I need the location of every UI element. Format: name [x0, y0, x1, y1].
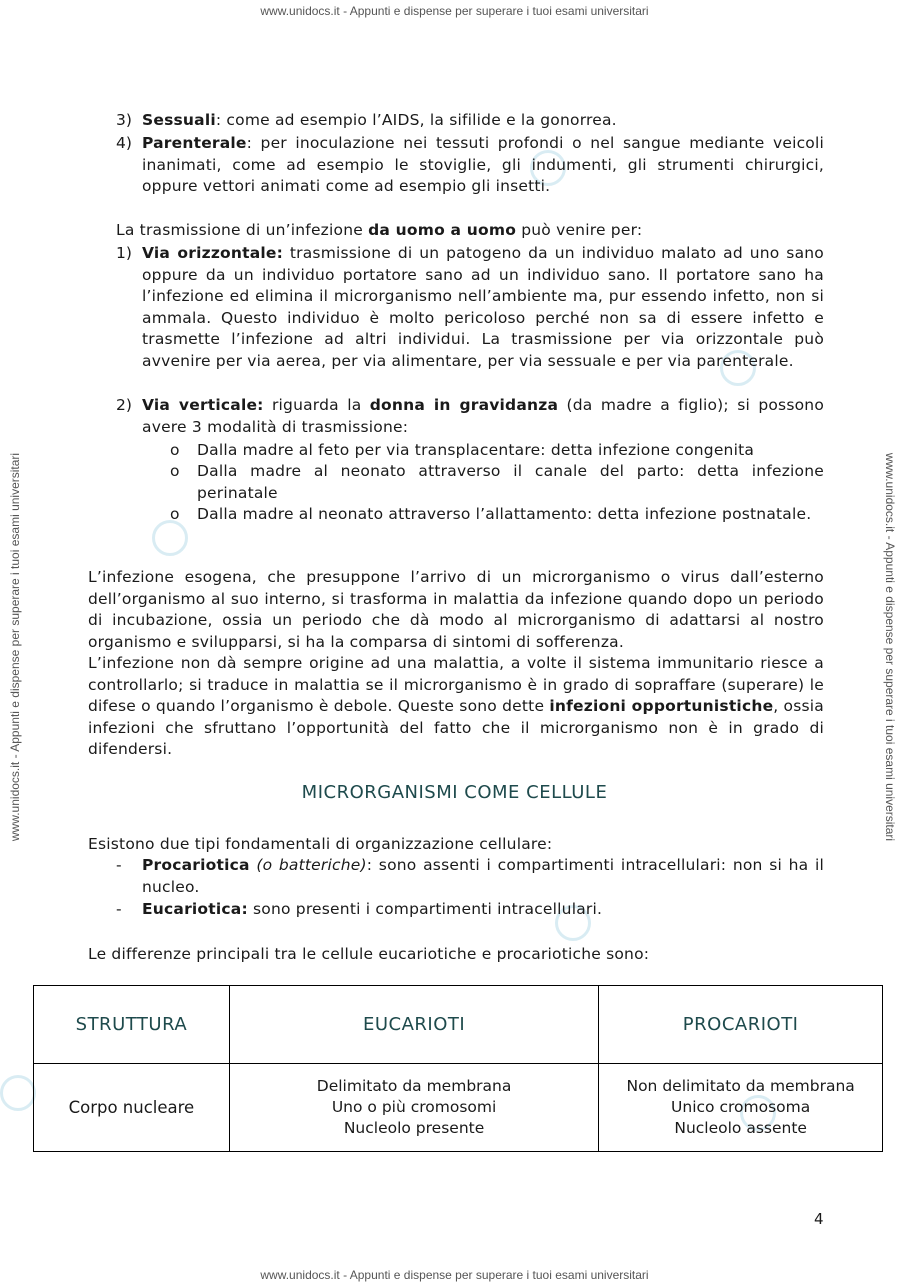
term: Via verticale:: [142, 396, 264, 414]
table-cell: [229, 1064, 598, 1152]
list-item-text: : per inoculazione nei tessuti profondi o nel sangue mediante veicoli inanimati, come ad esempio le stoviglie, gli indumenti, gli strumenti chirurgici, oppure vettori animati come ad esempio gli insetti.: [142, 134, 824, 195]
term: infezioni opportunistiche: [549, 697, 774, 715]
text: (da madre a figlio); si possono avere 3 modalità di trasmissione:: [142, 396, 824, 436]
term: da uomo a uomo: [368, 221, 517, 239]
italic-text: (o batteriche): [249, 856, 367, 874]
table-header: EUCARIOTI: [229, 986, 598, 1064]
text: , ossia infezioni che sfruttano l’opportunità del fatto che il microrganismo non è in grado di difendersi.: [88, 697, 824, 758]
paragraph: Le differenze principali tra le cellule eucariotiche e procariotiche sono:: [88, 945, 650, 963]
cell-line: Nucleolo presente: [343, 1119, 485, 1137]
sub-item: Dalla madre al neonato attraverso il canale del parto: detta infezione perinatale: [197, 462, 824, 502]
table-header: PROCARIOTI: [599, 986, 883, 1064]
list-number: 3): [116, 111, 132, 129]
term: Sessuali: [142, 111, 216, 129]
paragraph: [88, 653, 824, 761]
list-bullet: -: [116, 900, 122, 918]
term: Procariotica: [142, 856, 250, 874]
text: riguarda la: [263, 396, 370, 414]
table-header: STRUTTURA: [34, 986, 230, 1064]
list-item-text: : sono assenti i compartimenti intracellulari: non si ha il nucleo.: [142, 856, 824, 896]
list-item: [142, 855, 824, 898]
sub-bullet: o: [170, 505, 180, 523]
text: può venire per:: [516, 221, 643, 239]
section-heading: MICRORGANISMI COME CELLULE: [301, 782, 608, 803]
cell-line: Unico cromosoma: [671, 1098, 811, 1116]
page-number: 4: [814, 1210, 824, 1228]
table-row: [34, 1064, 883, 1152]
watermark-left: www.unidocs.it - Appunti e dispense per superare i tuoi esami universitari: [8, 452, 22, 842]
list-item-text: sono presenti i compartimenti intracellulari.: [247, 900, 603, 918]
watermark-bottom: www.unidocs.it - Appunti e dispense per superare i tuoi esami universitari: [260, 1268, 649, 1282]
sub-bullet: o: [170, 462, 180, 480]
text: L’infezione non dà sempre origine ad una malattia, a volte il sistema immunitario riesce a controllarlo; si traduce in malattia se il microrganismo è in grado di sopraffare (superare) le difese o quando l’organismo è debole. Queste sono dette: [88, 654, 824, 715]
term: Eucariotica:: [142, 900, 248, 918]
sub-item: Dalla madre al feto per via transplacentare: detta infezione congenita: [197, 441, 755, 459]
table-cell: [599, 1064, 883, 1152]
sub-bullet: o: [170, 441, 180, 459]
watermark-top: www.unidocs.it - Appunti e dispense per superare i tuoi esami universitari: [260, 4, 649, 18]
cell-line: Uno o più cromosomi: [331, 1098, 497, 1116]
list-number: 2): [116, 396, 132, 414]
cell-line: Nucleolo assente: [674, 1119, 807, 1137]
sub-item: Dalla madre al neonato attraverso l’allattamento: detta infezione postnatale.: [197, 505, 812, 523]
paragraph: L’infezione esogena, che presuppone l’arrivo di un microrganismo o virus dall’esterno dell’organismo al suo interno, si trasforma in malattia da infezione quando dopo un periodo di incubazione, ossia un periodo che dà modo al microrganismo di adattarsi al nostro organismo e svilupparsi, si ha la comparsa di sintomi di sofferenza.: [88, 568, 824, 651]
list-item: [142, 133, 824, 198]
cell-line: Non delimitato da membrana: [626, 1077, 855, 1095]
list-item-text: trasmissione di un patogeno da un individuo malato ad uno sano oppure da un individuo portatore sano ad un individuo sano. Il portatore sano ha l’infezione ed elimina il microrganismo nell’ambiente ma, pur essendo infetto, non si ammala. Questo individuo è molto pericoloso perché non sa di essere infetto e trasmette l’infezione ad altri individui. La trasmissione per via orizzontale può avvenire per via aerea, per via alimentare, per via sessuale e per via parenterale.: [142, 244, 824, 370]
list-number: 1): [116, 244, 132, 262]
table-cell: Corpo nucleare: [34, 1064, 230, 1152]
term: Via orizzontale:: [142, 244, 284, 262]
list-item: [142, 243, 824, 372]
paragraph: Esistono due tipi fondamentali di organizzazione cellulare:: [88, 835, 553, 853]
comparison-table: [33, 985, 883, 1152]
watermark-right: www.unidocs.it - Appunti e dispense per superare i tuoi esami universitari: [883, 452, 897, 842]
term: donna in gravidanza: [369, 396, 559, 414]
cell-line: Delimitato da membrana: [316, 1077, 512, 1095]
list-item: [142, 395, 824, 438]
list-item: [142, 899, 824, 921]
list-bullet: -: [116, 856, 122, 874]
paragraph: [116, 220, 824, 242]
text: La trasmissione di un’infezione: [116, 221, 369, 239]
list-item: [142, 110, 824, 132]
list-item-text: : come ad esempio l’AIDS, la sifilide e la gonorrea.: [215, 111, 617, 129]
term: Parenterale: [142, 134, 247, 152]
list-number: 4): [116, 134, 132, 152]
